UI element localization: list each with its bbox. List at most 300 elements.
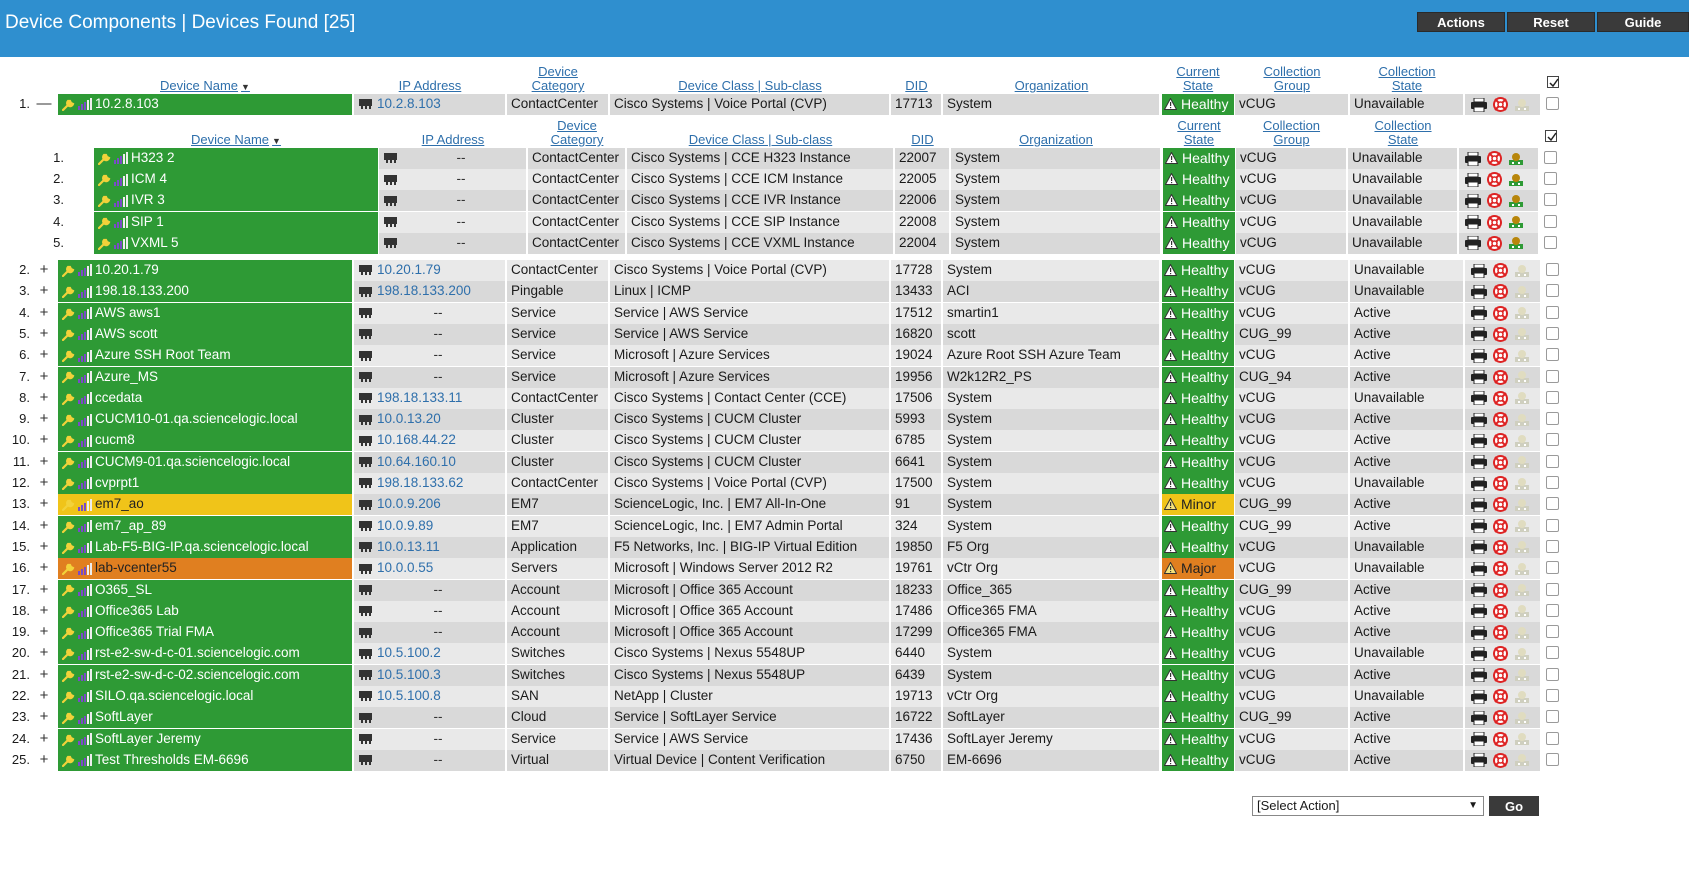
printer-icon[interactable]: [1471, 98, 1487, 112]
wrench-icon[interactable]: [62, 690, 76, 703]
expand-toggle[interactable]: +: [39, 580, 49, 598]
expand-toggle[interactable]: +: [39, 431, 49, 449]
expand-toggle[interactable]: +: [39, 367, 49, 385]
wrench-icon[interactable]: [62, 733, 76, 746]
row-checkbox[interactable]: [1546, 348, 1559, 361]
ip-address[interactable]: [354, 537, 506, 558]
header-text: Collection: [1374, 118, 1432, 133]
ip-address[interactable]: [354, 473, 506, 494]
expand-toggle[interactable]: +: [39, 687, 49, 704]
life-ring-icon[interactable]: [1493, 455, 1508, 470]
wrench-icon[interactable]: [62, 647, 76, 660]
wrench-icon[interactable]: [62, 541, 76, 554]
wrench-icon[interactable]: [98, 216, 112, 229]
signal-bars-icon[interactable]: [114, 174, 129, 186]
header-current-state[interactable]: [1162, 65, 1234, 93]
life-ring-icon[interactable]: [1493, 668, 1508, 683]
device-name-link[interactable]: [58, 409, 352, 430]
signal-bars-icon[interactable]: [78, 286, 93, 298]
tools-icon[interactable]: [1514, 264, 1530, 278]
row-checkbox[interactable]: [1544, 193, 1557, 206]
life-ring-icon[interactable]: [1493, 540, 1508, 555]
device-name-link[interactable]: [58, 558, 352, 579]
life-ring-icon[interactable]: [1493, 306, 1508, 321]
life-ring-icon[interactable]: [1487, 151, 1502, 166]
printer-icon[interactable]: [1471, 306, 1487, 320]
ip-address[interactable]: [354, 452, 506, 473]
header-ip-address[interactable]: [354, 79, 506, 93]
signal-bars-icon[interactable]: [78, 307, 93, 319]
life-ring-icon[interactable]: [1493, 476, 1508, 491]
device-name-link[interactable]: [94, 169, 378, 190]
expand-toggle[interactable]: +: [39, 324, 49, 342]
tools-icon[interactable]: [1508, 194, 1524, 208]
printer-icon[interactable]: [1471, 604, 1487, 618]
row-checkbox[interactable]: [1546, 732, 1559, 745]
device-name-link[interactable]: [58, 452, 352, 473]
table-row: [0, 580, 1689, 601]
wrench-icon[interactable]: [62, 413, 76, 426]
device-name-link[interactable]: [58, 601, 352, 622]
child-header-device-name[interactable]: [94, 133, 378, 148]
device-name-link[interactable]: [58, 665, 352, 686]
row-checkbox[interactable]: [1546, 327, 1559, 340]
collection-state: [1350, 729, 1464, 750]
tools-icon[interactable]: [1514, 753, 1530, 767]
signal-bars-icon[interactable]: [78, 392, 93, 404]
row-checkbox[interactable]: [1546, 689, 1559, 702]
cell-text: System: [947, 96, 993, 111]
printer-icon[interactable]: [1471, 690, 1487, 704]
row-checkbox[interactable]: [1546, 263, 1559, 276]
signal-bars-icon[interactable]: [78, 563, 93, 575]
row-checkbox[interactable]: [1546, 519, 1559, 532]
wrench-icon[interactable]: [62, 520, 76, 533]
child-header-current-state[interactable]: [1163, 119, 1235, 147]
expand-toggle[interactable]: +: [39, 708, 49, 726]
row-checkbox[interactable]: [1544, 151, 1557, 164]
printer-icon[interactable]: [1471, 327, 1487, 341]
printer-icon[interactable]: [1471, 455, 1487, 469]
device-name-link[interactable]: [94, 233, 378, 254]
wrench-icon[interactable]: [62, 669, 76, 682]
device-name-link[interactable]: [58, 345, 352, 366]
header-device-name[interactable]: [58, 79, 352, 94]
ip-address[interactable]: [354, 516, 506, 537]
tools-icon[interactable]: [1514, 477, 1530, 491]
wrench-icon[interactable]: [62, 583, 76, 596]
device-name-link[interactable]: [58, 388, 352, 409]
network-card-icon: [358, 648, 373, 660]
printer-icon[interactable]: [1471, 647, 1487, 661]
signal-bars-icon[interactable]: [78, 477, 93, 489]
expand-toggle[interactable]: +: [39, 601, 49, 619]
cell-text: vCUG: [1239, 645, 1276, 661]
signal-bars-icon[interactable]: [78, 435, 93, 447]
device-name-link[interactable]: [58, 707, 352, 728]
life-ring-icon[interactable]: [1493, 519, 1508, 534]
device-name-link[interactable]: [58, 260, 352, 281]
tools-icon[interactable]: [1514, 391, 1530, 405]
tools-icon[interactable]: [1508, 152, 1524, 166]
wrench-icon[interactable]: [98, 152, 112, 165]
row-checkbox[interactable]: [1546, 646, 1559, 659]
guide-button[interactable]: Guide: [1597, 12, 1689, 32]
child-header-did[interactable]: [895, 133, 950, 147]
row-actions: [1465, 281, 1541, 302]
row-checkbox[interactable]: [1546, 284, 1559, 297]
tools-icon[interactable]: [1514, 434, 1530, 448]
device-name-link[interactable]: [58, 473, 352, 494]
device-name-link[interactable]: [58, 324, 352, 345]
ip-address[interactable]: [354, 260, 506, 281]
expand-toggle[interactable]: +: [39, 303, 49, 321]
tools-icon[interactable]: [1514, 519, 1530, 533]
go-button[interactable]: Go: [1489, 796, 1539, 816]
row-checkbox[interactable]: [1546, 370, 1559, 383]
wrench-icon[interactable]: [62, 349, 76, 362]
printer-icon[interactable]: [1471, 477, 1487, 491]
signal-bars-icon[interactable]: [78, 754, 93, 766]
wrench-icon[interactable]: [62, 98, 76, 111]
signal-bars-icon[interactable]: [78, 456, 93, 468]
signal-bars-icon[interactable]: [78, 520, 93, 532]
expand-toggle[interactable]: +: [39, 665, 49, 683]
child-header-collection-group[interactable]: [1236, 119, 1347, 147]
ip-address[interactable]: [354, 281, 506, 302]
row-checkbox[interactable]: [1546, 97, 1559, 110]
printer-icon[interactable]: [1471, 434, 1487, 448]
cell-text: System: [947, 475, 993, 490]
tools-icon[interactable]: [1514, 732, 1530, 746]
ip-address[interactable]: [354, 665, 506, 686]
expand-toggle[interactable]: +: [39, 474, 49, 491]
wrench-icon[interactable]: [98, 237, 112, 250]
printer-icon[interactable]: [1465, 236, 1481, 250]
row-checkbox[interactable]: [1546, 476, 1559, 489]
tools-icon[interactable]: [1514, 455, 1530, 469]
life-ring-icon[interactable]: [1487, 172, 1502, 187]
child-header-ip-address[interactable]: [379, 133, 527, 147]
expand-toggle[interactable]: +: [39, 644, 49, 662]
row-checkbox[interactable]: [1546, 412, 1559, 425]
row-checkbox[interactable]: [1546, 604, 1559, 617]
row-checkbox[interactable]: [1544, 215, 1557, 228]
device-name-link[interactable]: [58, 281, 352, 302]
header-collection-state[interactable]: [1350, 65, 1464, 93]
device-name-link[interactable]: [94, 190, 378, 211]
row-checkbox[interactable]: [1546, 583, 1559, 596]
tools-icon[interactable]: [1514, 583, 1530, 597]
tools-icon[interactable]: [1514, 668, 1530, 682]
header-device-class[interactable]: [610, 79, 890, 93]
collection-group: [1235, 580, 1349, 601]
header-did[interactable]: [891, 79, 942, 93]
ip-address[interactable]: [354, 558, 506, 579]
device-class: [610, 430, 890, 451]
signal-bars-icon[interactable]: [114, 237, 129, 249]
printer-icon[interactable]: [1465, 215, 1481, 229]
actions-button[interactable]: Actions: [1417, 12, 1505, 32]
child-select-all-checkbox[interactable]: [1545, 130, 1557, 142]
device-name-link[interactable]: [94, 212, 378, 233]
wrench-icon[interactable]: [62, 328, 76, 341]
child-header-organization[interactable]: [951, 133, 1161, 147]
header-organization[interactable]: [943, 79, 1160, 93]
child-header-device-category[interactable]: [528, 119, 626, 147]
wrench-icon[interactable]: [62, 392, 76, 405]
device-name-link[interactable]: [58, 643, 352, 664]
row-checkbox[interactable]: [1546, 306, 1559, 319]
printer-icon[interactable]: [1471, 753, 1487, 767]
tools-icon[interactable]: [1514, 306, 1530, 320]
tools-icon[interactable]: [1514, 711, 1530, 725]
tools-icon[interactable]: [1514, 647, 1530, 661]
wrench-icon[interactable]: [62, 754, 76, 767]
wrench-icon[interactable]: [62, 605, 76, 618]
wrench-icon[interactable]: [98, 173, 112, 186]
printer-icon[interactable]: [1471, 349, 1487, 363]
wrench-icon[interactable]: [62, 370, 76, 383]
ip-address[interactable]: [354, 94, 506, 115]
row-checkbox[interactable]: [1546, 497, 1559, 510]
life-ring-icon[interactable]: [1493, 433, 1508, 448]
tools-icon[interactable]: [1514, 285, 1530, 299]
life-ring-icon[interactable]: [1487, 215, 1502, 230]
collapse-toggle[interactable]: —: [36, 95, 52, 112]
wrench-icon[interactable]: [62, 626, 76, 639]
device-name-link[interactable]: [58, 430, 352, 451]
tools-icon[interactable]: [1508, 236, 1524, 250]
life-ring-icon[interactable]: [1493, 97, 1508, 112]
device-name-link[interactable]: [58, 516, 352, 537]
printer-icon[interactable]: [1471, 626, 1487, 640]
expand-toggle[interactable]: +: [39, 559, 49, 577]
signal-bars-icon[interactable]: [78, 264, 93, 276]
life-ring-icon[interactable]: [1493, 646, 1508, 661]
signal-bars-icon[interactable]: [78, 648, 93, 660]
device-class: [610, 750, 890, 771]
tools-icon[interactable]: [1514, 349, 1530, 363]
select-action-dropdown[interactable]: [1252, 796, 1484, 816]
tools-icon[interactable]: [1508, 215, 1524, 229]
reset-button[interactable]: Reset: [1507, 12, 1595, 32]
expand-toggle[interactable]: +: [39, 495, 49, 513]
status-badge: [1162, 643, 1234, 664]
printer-icon[interactable]: [1471, 413, 1487, 427]
child-header-device-class[interactable]: [627, 133, 894, 147]
device-name-link[interactable]: [58, 303, 352, 324]
signal-bars-icon[interactable]: [78, 328, 93, 340]
row-checkbox[interactable]: [1546, 391, 1559, 404]
signal-bars-icon[interactable]: [78, 584, 93, 596]
expand-toggle[interactable]: +: [39, 282, 49, 300]
wrench-icon[interactable]: [62, 562, 76, 575]
expand-toggle[interactable]: +: [39, 623, 49, 641]
printer-icon[interactable]: [1471, 540, 1487, 554]
life-ring-icon[interactable]: [1493, 263, 1508, 278]
cell-text: CUCM9-01.qa.sciencelogic.local: [95, 453, 291, 469]
header-collection-group[interactable]: [1235, 65, 1349, 93]
life-ring-icon[interactable]: [1493, 412, 1508, 427]
life-ring-icon[interactable]: [1493, 497, 1508, 512]
life-ring-icon[interactable]: [1493, 604, 1508, 619]
printer-icon[interactable]: [1471, 583, 1487, 597]
wrench-icon[interactable]: [98, 194, 112, 207]
life-ring-icon[interactable]: [1493, 391, 1508, 406]
printer-icon[interactable]: [1471, 711, 1487, 725]
printer-icon[interactable]: [1471, 562, 1487, 576]
wrench-icon[interactable]: [62, 434, 76, 447]
row-checkbox[interactable]: [1544, 172, 1557, 185]
life-ring-icon[interactable]: [1493, 284, 1508, 299]
expand-toggle[interactable]: +: [39, 452, 49, 470]
tools-icon[interactable]: [1514, 626, 1530, 640]
signal-bars-icon[interactable]: [78, 98, 93, 110]
tools-icon[interactable]: [1514, 690, 1530, 704]
device-name-link[interactable]: [58, 686, 352, 707]
row-checkbox[interactable]: [1546, 455, 1559, 468]
header-device-category[interactable]: [507, 65, 609, 93]
printer-icon[interactable]: [1465, 194, 1481, 208]
tools-icon[interactable]: [1508, 173, 1524, 187]
printer-icon[interactable]: [1471, 370, 1487, 384]
printer-icon[interactable]: [1471, 668, 1487, 682]
printer-icon[interactable]: [1471, 519, 1487, 533]
row-checkbox[interactable]: [1546, 561, 1559, 574]
signal-bars-icon[interactable]: [78, 499, 93, 511]
row-number: [0, 707, 34, 728]
expand-toggle[interactable]: +: [39, 261, 49, 278]
expand-toggle[interactable]: +: [39, 410, 49, 428]
select-all-checkbox[interactable]: [1547, 76, 1559, 88]
expand-toggle[interactable]: +: [39, 750, 49, 768]
ip-address[interactable]: [354, 494, 506, 515]
row-actions: [1459, 148, 1539, 169]
child-header-collection-state[interactable]: [1348, 119, 1458, 147]
tools-icon[interactable]: [1514, 370, 1530, 384]
device-name-link[interactable]: [58, 494, 352, 515]
row-checkbox[interactable]: [1546, 433, 1559, 446]
row-checkbox[interactable]: [1546, 540, 1559, 553]
ip-address[interactable]: [354, 643, 506, 664]
wrench-icon[interactable]: [62, 498, 76, 511]
life-ring-icon[interactable]: [1493, 625, 1508, 640]
printer-icon[interactable]: [1465, 173, 1481, 187]
warning-triangle-icon: [1164, 434, 1177, 446]
life-ring-icon[interactable]: [1493, 583, 1508, 598]
device-name-link[interactable]: [58, 622, 352, 643]
row-checkbox[interactable]: [1546, 753, 1559, 766]
printer-icon[interactable]: [1465, 152, 1481, 166]
life-ring-icon[interactable]: [1493, 370, 1508, 385]
row-checkbox-cell: [1542, 558, 1564, 579]
wrench-icon[interactable]: [62, 477, 76, 490]
row-checkbox[interactable]: [1546, 668, 1559, 681]
ip-address[interactable]: [354, 430, 506, 451]
printer-icon[interactable]: [1471, 391, 1487, 405]
cell-text: Cisco Systems | CCE VXML Instance: [631, 234, 855, 250]
life-ring-icon[interactable]: [1487, 193, 1502, 208]
device-name-link[interactable]: [58, 94, 352, 115]
device-name-link[interactable]: [58, 580, 352, 601]
signal-bars-icon[interactable]: [114, 216, 129, 228]
tools-icon[interactable]: [1514, 98, 1530, 112]
row-checkbox[interactable]: [1546, 710, 1559, 723]
signal-bars-icon[interactable]: [114, 152, 129, 164]
table-row: [0, 452, 1689, 473]
signal-bars-icon[interactable]: [114, 195, 129, 207]
row-checkbox[interactable]: [1546, 625, 1559, 638]
life-ring-icon[interactable]: [1493, 753, 1508, 768]
ip-address[interactable]: [354, 686, 506, 707]
signal-bars-icon[interactable]: [78, 627, 93, 639]
expand-toggle[interactable]: +: [39, 729, 49, 747]
device-name-link[interactable]: [58, 750, 352, 771]
expand-toggle[interactable]: +: [39, 537, 49, 555]
collection-state: [1348, 169, 1458, 190]
tools-icon[interactable]: [1514, 562, 1530, 576]
printer-icon[interactable]: [1471, 498, 1487, 512]
cell-text: EM-6696: [947, 751, 1002, 767]
device-name-link[interactable]: [94, 148, 378, 169]
tools-icon[interactable]: [1514, 413, 1530, 427]
wrench-icon[interactable]: [62, 307, 76, 320]
tools-icon[interactable]: [1514, 604, 1530, 618]
life-ring-icon[interactable]: [1493, 327, 1508, 342]
device-name-link[interactable]: [58, 367, 352, 388]
row-checkbox[interactable]: [1544, 236, 1557, 249]
printer-icon[interactable]: [1471, 264, 1487, 278]
expand-toggle[interactable]: +: [39, 346, 49, 364]
ip-address[interactable]: [354, 409, 506, 430]
cell-text: 4.: [53, 213, 64, 229]
wrench-icon[interactable]: [62, 285, 76, 298]
signal-bars-icon[interactable]: [78, 690, 93, 702]
wrench-icon[interactable]: [62, 456, 76, 469]
tools-icon[interactable]: [1514, 498, 1530, 512]
signal-bars-icon[interactable]: [78, 541, 93, 553]
printer-icon[interactable]: [1471, 732, 1487, 746]
expand-toggle[interactable]: +: [39, 388, 49, 406]
device-name-link[interactable]: [58, 729, 352, 750]
expand-toggle[interactable]: +: [39, 516, 49, 534]
signal-bars-icon[interactable]: [78, 605, 93, 617]
signal-bars-icon[interactable]: [78, 669, 93, 681]
life-ring-icon[interactable]: [1493, 732, 1508, 747]
life-ring-icon[interactable]: [1493, 710, 1508, 725]
life-ring-icon[interactable]: [1493, 348, 1508, 363]
tools-icon[interactable]: [1514, 327, 1530, 341]
ip-address[interactable]: [354, 388, 506, 409]
wrench-icon[interactable]: [62, 264, 76, 277]
cell-text: Unavailable: [1352, 192, 1423, 208]
life-ring-icon[interactable]: [1493, 561, 1508, 576]
signal-bars-icon[interactable]: [78, 371, 93, 383]
wrench-icon[interactable]: [62, 711, 76, 724]
cell-text: Azure_MS: [95, 368, 159, 384]
printer-icon[interactable]: [1471, 285, 1487, 299]
signal-bars-icon[interactable]: [78, 350, 93, 362]
device-name-link[interactable]: [58, 537, 352, 558]
life-ring-icon[interactable]: [1487, 236, 1502, 251]
signal-bars-icon[interactable]: [78, 712, 93, 724]
signal-bars-icon[interactable]: [78, 414, 93, 426]
life-ring-icon[interactable]: [1493, 689, 1508, 704]
row-number: [0, 260, 34, 281]
signal-bars-icon[interactable]: [78, 733, 93, 745]
tools-icon[interactable]: [1514, 540, 1530, 554]
